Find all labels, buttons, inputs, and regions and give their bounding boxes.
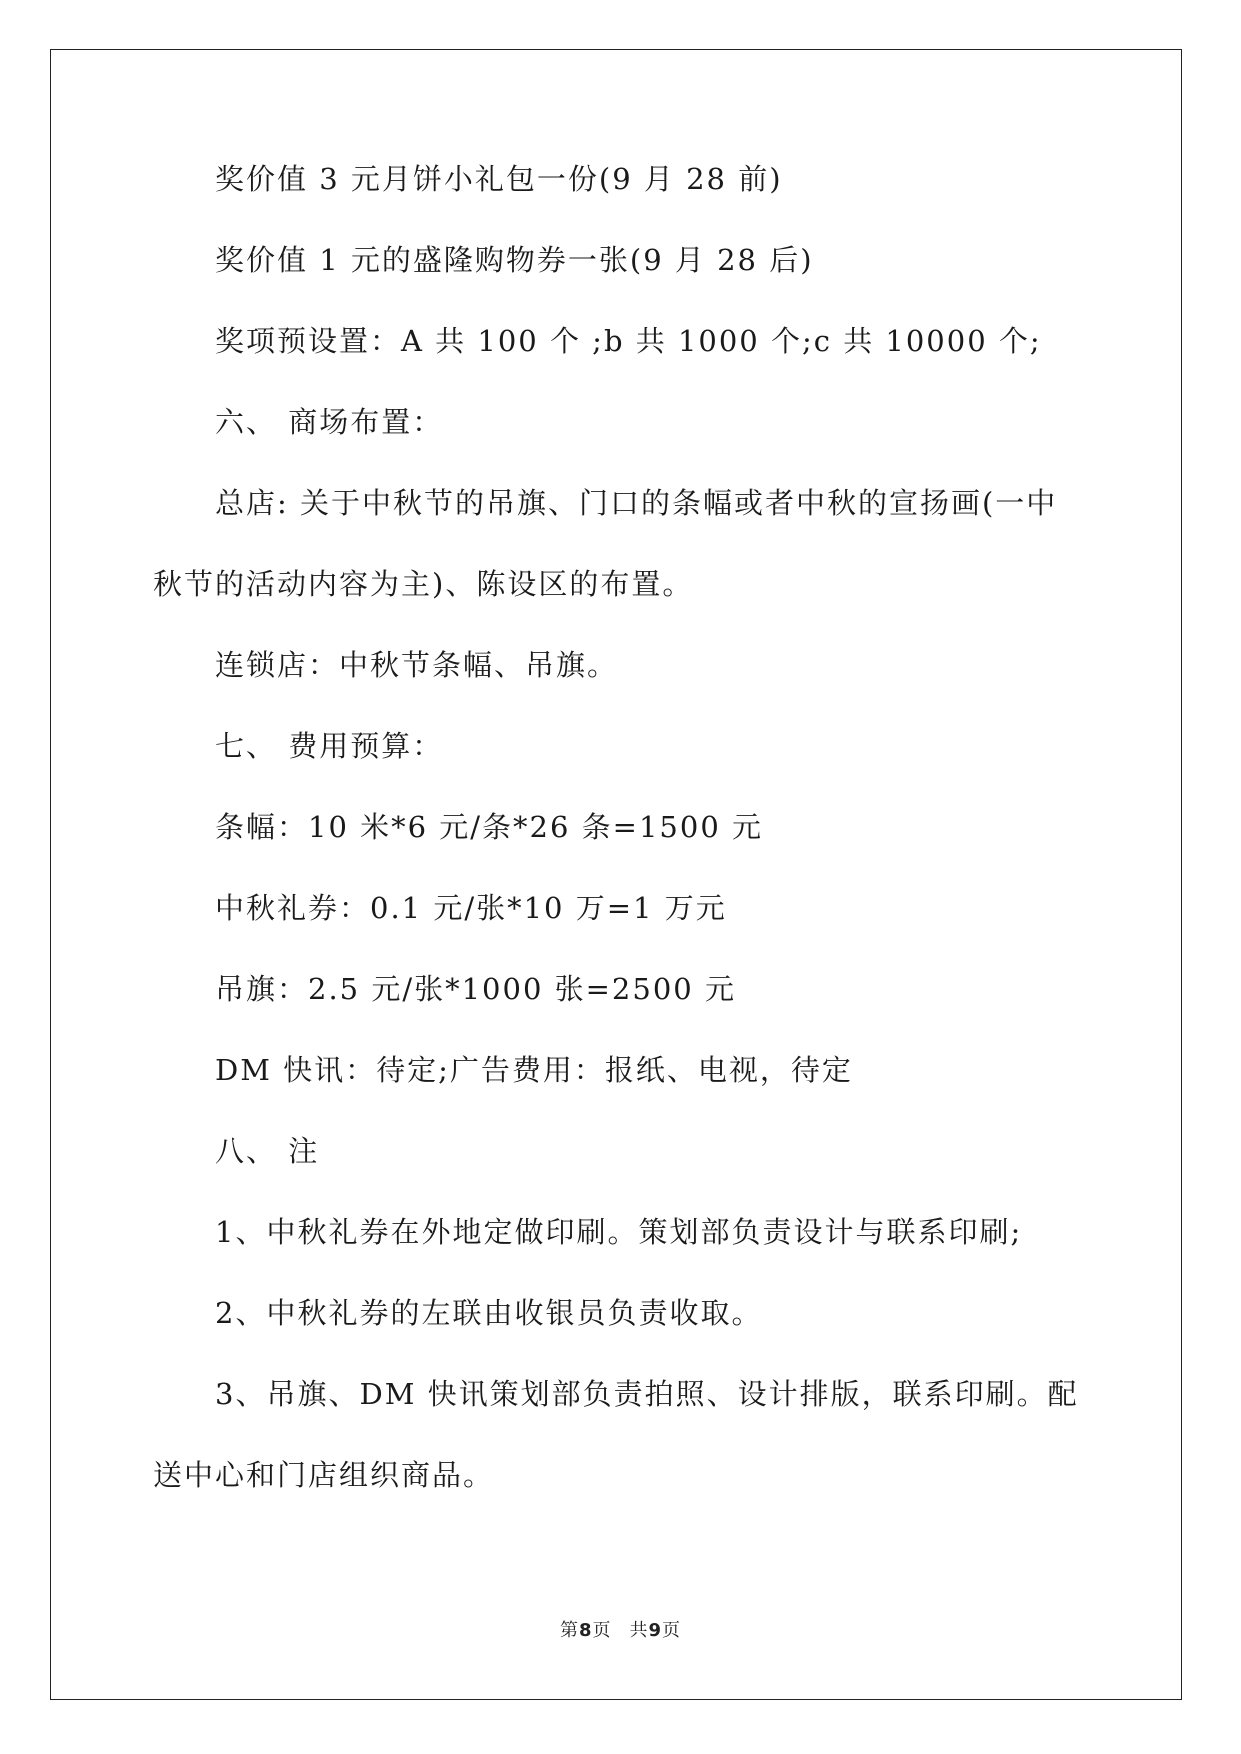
document-body: [153, 157, 1088, 1534]
paragraph-prize-b: 奖价值 3 元月饼小礼包一份(9 月 28 前): [215, 162, 783, 196]
footer-page-total: 9: [648, 1620, 663, 1641]
heading-store-layout: 六、 商场布置：: [215, 405, 444, 439]
footer-total-suffix: 页: [662, 1620, 682, 1641]
heading-budget: 七、 费用预算：: [215, 729, 444, 763]
paragraph-prize-quota: 奖项预设置：A 共 100 个 ;b 共 1000 个;c 共 10000 个;: [215, 324, 1042, 358]
page-footer: [0, 1616, 1241, 1642]
paragraph-budget-flag: 吊旗：2.5 元/张*1000 张=2500 元: [215, 972, 736, 1006]
footer-page-suffix: 页: [592, 1620, 612, 1641]
footer-page-current: 8: [578, 1620, 593, 1641]
paragraph-chain-store: 连锁店：中秋节条幅、吊旗。: [215, 648, 619, 682]
footer-page-prefix: 第: [559, 1620, 579, 1641]
note-item-1: 1、中秋礼券在外地定做印刷。策划部负责设计与联系印刷;: [215, 1215, 1023, 1249]
note-item-2: 2、中秋礼券的左联由收银员负责收取。: [215, 1296, 763, 1330]
paragraph-prize-c: 奖价值 1 元的盛隆购物券一张(9 月 28 后): [215, 243, 814, 277]
paragraph-budget-dm: DM 快讯：待定;广告费用：报纸、电视，待定: [215, 1053, 853, 1087]
paragraph-budget-banner: 条幅：10 米*6 元/条*26 条=1500 元: [215, 810, 763, 844]
paragraph-budget-voucher: 中秋礼券：0.1 元/张*10 万=1 万元: [215, 891, 727, 925]
heading-notes: 八、 注: [215, 1134, 320, 1168]
note-item-3: 3、吊旗、DM 快讯策划部负责拍照、设计排版，联系印刷。配送中心和门店组织商品。: [153, 1377, 1079, 1492]
paragraph-main-store: 总店: 关于中秋节的吊旗、门口的条幅或者中秋的宣扬画(一中秋节的活动内容为主)、陈设区的布置。: [153, 486, 1058, 601]
footer-total-prefix: 共: [629, 1620, 649, 1641]
